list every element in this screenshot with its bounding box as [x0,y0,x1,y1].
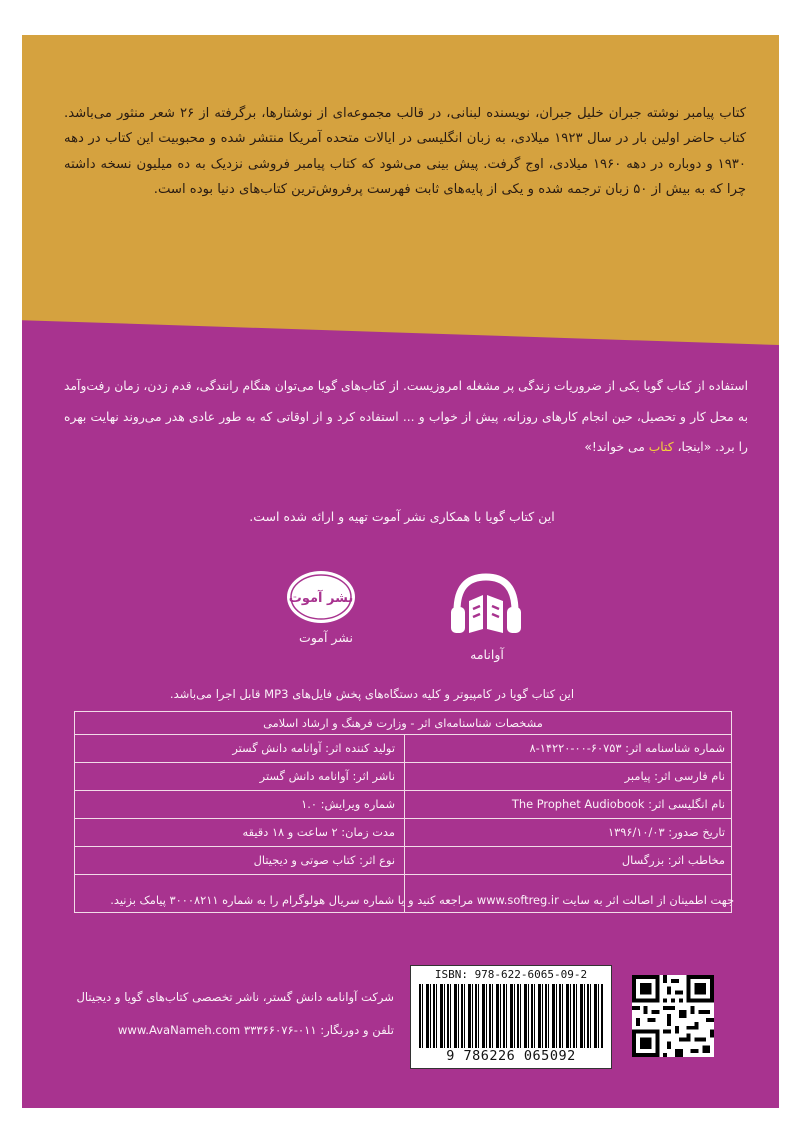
amout-publisher-logo [284,567,358,627]
id-cell-audience: مخاطب اثر: بزرگسال [621,853,725,867]
id-cell-issue-date: تاریخ صدور: ۱۳۹۶/۱۰/۰۳ [607,825,725,839]
id-cell-duration: مدت زمان: ۲ ساعت و ۱۸ دقیقه [242,825,395,839]
audiobook-text-end: می خواند!» [584,440,649,454]
playback-info: این کتاب گویا در کامپیوتر و کلیه دستگاه‌های پخش فایل‌های MP3 قابل اجرا می‌باشد. [169,687,575,701]
audiobook-text-main: استفاده از کتاب گویا یکی از ضروریات زندگی پر مشغله امروزیست. از کتاب‌های گویا می‌توان هنگام رانندگی، قدم زدن، زمان رفت‌وآمد به محل کار و تحصیل، حین انجام کارهای روزانه، پیش از خواب و ... استفاده کرد و از اوقاتی که به طور عادی هدر می‌روند نهایت بهره را برد. «اینجا، [64,379,748,454]
id-cell-english-title: نام انگلیسی اثر: The Prophet Audiobook [511,797,725,811]
isbn-label: ISBN: 978-622-6065-09-2 [434,968,588,981]
audiobook-description [64,371,748,463]
isbn-barcode [410,965,612,1069]
id-cell-persian-title: نام فارسی اثر: پیامبر [624,769,725,783]
book-back-cover [22,35,779,1108]
amout-logo-text: نشر آموت [288,591,354,606]
verification-note: جهت اطمینان از اصالت اثر به سایت www.softreg.ir مراجعه کنید و یا شماره سریال هولوگرام را به شماره ۳۰۰۰۸۲۱۱ پیامک بزنید. [110,893,734,907]
id-cell-type: نوع اثر: کتاب صوتی و دیجیتال [253,853,395,867]
barcode-bars [419,984,603,1048]
qr-code-icon [632,975,714,1057]
column-divider [404,734,405,912]
id-cell-publisher: ناشر اثر: آوانامه دانش گستر [259,769,395,783]
book-description: کتاب پیامبر نوشته جبران خلیل جبران، نویسنده لبنانی، در قالب مجموعه‌ای از نوشتارها، برگرفته از ۲۶ شعر منثور می‌باشد. کتاب حاضر اولین بار در سال ۱۹۲۳ میلادی، به زبان انگلیسی در ایالات متحده آمریکا منتشر شده و محبوبیت این کتاب در دهه ۱۹۳۰ و دوباره در دهه ۱۹۶۰ میلادی، اوج گرفت. پیش بینی می‌شود که کتاب پیامبر فروشی نزدیک به ده میلیون نسخه داشته چرا که به بیش از ۵۰ زبان ترجمه شده و یکی از پایه‌های ثابت فهرست پرفروش‌ترین کتاب‌های دنیا بوده است. [64,106,746,198]
cooperation-note: این کتاب گویا با همکاری نشر آموت تهیه و ارائه شده است. [249,509,555,524]
id-cell-registration: شماره شناسنامه اثر: ۶۰۷۵۳-۰۰-۱۴۲۲۰-۸ [529,741,725,755]
ava-logo-caption: آوانامه [470,647,504,662]
isbn-number: 9 786226 065092 [446,1048,576,1064]
id-cell-edition: شماره ویرایش: ۱.۰ [301,797,395,811]
contact-line: تلفن و دورنگار: ۰۱۱-۳۳۳۶۶۰۷۶ www.AvaNameh.com [117,1023,394,1037]
amout-logo-caption: نشر آموت [299,630,353,645]
id-cell-producer: تولید کننده اثر: آوانامه دانش گستر [232,741,395,755]
row-divider [75,874,731,875]
audiobook-highlight: کتاب [648,440,674,454]
headphones-book-icon [447,567,525,645]
company-line: شرکت آوانامه دانش گستر، ناشر تخصصی کتاب‌های گویا و دیجیتال [76,990,394,1004]
id-table-header: مشخصات شناسنامه‌ای اثر - وزارت فرهنگ و ارشاد اسلامی [75,712,731,735]
identification-table [74,711,732,913]
